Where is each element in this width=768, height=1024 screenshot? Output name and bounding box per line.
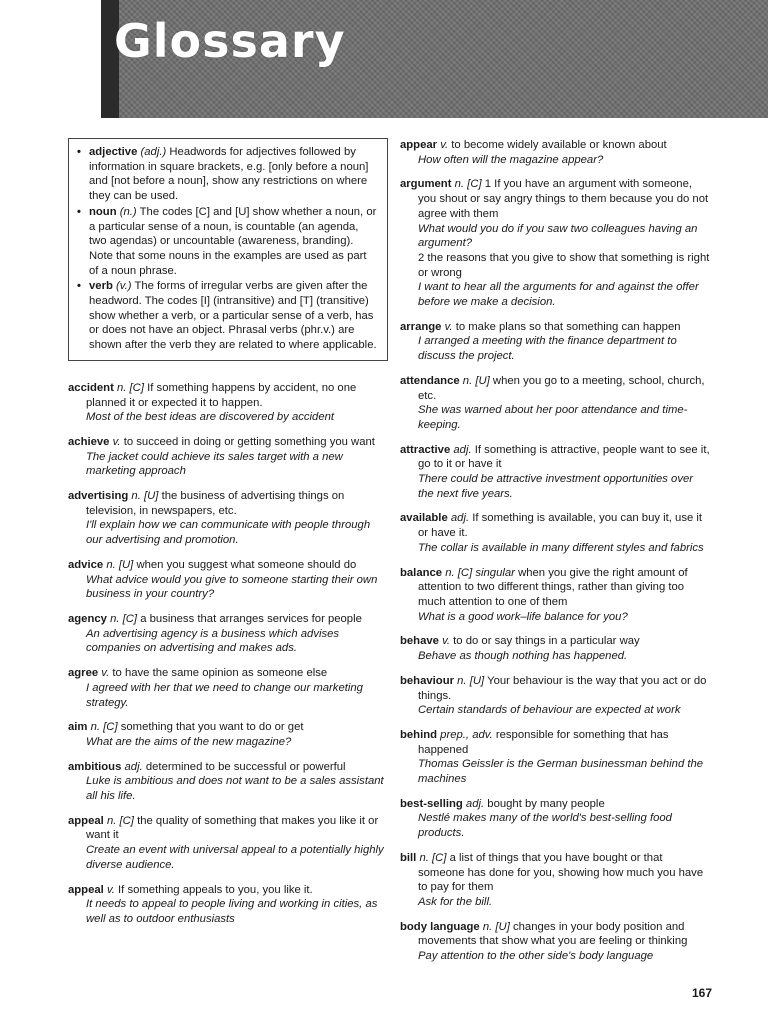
definition: to succeed in doing or getting something you want [123,435,375,448]
definition: If something is attractive, people want to see it, go to it or have it [418,443,710,471]
definition: something that you want to do or get [120,721,304,734]
glossary-entry [68,760,388,804]
entry-definition-line [68,760,388,775]
example-sentence: An advertising agency is a business which advises companies on advertising and makes ads. [86,627,340,655]
definition: to have the same opinion as someone else [112,667,328,680]
glossary-entry [68,666,388,710]
headword: balance [400,566,443,579]
definition-sense-2: 2 the reasons that you give to show that something is right or wrong [418,251,710,279]
part-of-speech: adj. [453,443,472,456]
note-item [77,279,379,353]
part-of-speech: v. [106,883,115,896]
part-of-speech: n. [U] [106,558,134,571]
entry-definition-line [400,920,710,949]
example-sentence: The jacket could achieve its sales target with a new marketing approach [86,450,343,478]
part-of-speech: n. [U] [457,674,485,687]
entry-definition-line [68,435,388,450]
part-of-speech: v. [440,139,449,151]
entry-definition-line [68,612,388,627]
example-sentence: There could be attractive investment opportunities over the next five years. [418,473,694,500]
part-of-speech: n. [U] [482,920,510,933]
right-column [400,138,710,974]
definition: Your behaviour is the way that you act or do things. [418,674,707,702]
entry-definition-line [68,883,388,898]
definition: responsible for something that has happened [418,728,669,756]
entry-definition-line [400,728,710,757]
example-sentence: She was warned about her poor attendance and time-keeping. [418,404,688,431]
example-sentence: What is a good work–life balance for you? [418,610,628,623]
headword: behave [400,635,439,648]
bullet-icon: • [77,146,81,158]
glossary-entry [68,558,388,602]
bullet-icon: • [77,205,81,218]
glossary-list-right [400,138,710,964]
entry-definition-line [68,381,388,410]
definition: when you give the right amount of attention to two different things, rather than giving too much attention to one of them [418,566,688,608]
headword: ambitious [68,760,122,773]
glossary-entry [68,381,388,425]
headword: behaviour [400,674,454,687]
note-pos: (v.) [116,280,132,293]
headword: advertising [68,490,129,503]
part-of-speech: prep., adv. [440,728,493,741]
part-of-speech: n. [C] [116,381,144,394]
entry-definition-line [68,720,388,735]
glossary-entry [400,797,710,841]
definition: a list of things that you have bought or that someone has done for you, showing how much you have to pay for them [418,851,704,894]
example-sentence: I'll explain how we can communicate with people through our advertising and promotion. [86,519,371,547]
definition: the business of advertising things on television, in newspapers, etc. [86,490,345,517]
note-term: verb [89,280,113,293]
headword: argument [400,178,452,191]
definition: determined to be successful or powerful [145,760,346,773]
glossary-entry [68,612,388,656]
headword: body language [400,920,480,933]
headword: aim [68,721,88,734]
example-sentence: I agreed with her that we need to change our marketing strategy. [86,681,363,709]
glossary-entry [400,511,710,555]
headword: available [400,512,448,525]
example-sentence: It needs to appeal to people living and working in cities, as well as to outdoor enthusiasts [86,898,378,925]
definition: 1 If you have an argument with someone, you shout or say angry things to them because you do not agree with them [418,178,709,220]
glossary-entry [400,920,710,964]
glossary-entry [400,634,710,663]
part-of-speech: v. [442,635,451,648]
example-sentence: Certain standards of behaviour are expected at work [418,704,681,717]
note-pos: (adj.) [140,146,167,158]
note-item [77,205,379,279]
entry-definition-line [400,851,710,895]
headword: bill [400,851,417,864]
headword: appeal [68,814,104,827]
entry-definition-line [400,674,710,703]
example-sentence: How often will the magazine appear? [418,153,604,166]
example-sentence: What are the aims of the new magazine? [86,735,292,748]
note-term: noun [89,205,117,218]
headword: agency [68,612,107,625]
entry-definition-line [68,814,388,843]
headword: behind [400,728,438,741]
definition: changes in your body position and movements that show what you are feeling or thinking [418,920,688,948]
entry-definition-line [400,177,710,221]
headword: best-selling [400,797,463,810]
glossary-entry [400,851,710,910]
part-of-speech: adj. [450,512,470,525]
example-sentence: The collar is available in many different styles and fabrics [418,541,704,554]
headword: appeal [68,883,104,896]
definition: to make plans so that something can happen [455,320,681,333]
left-column [68,138,388,937]
note-item [77,145,379,204]
bullet-icon: • [77,280,81,293]
headword: advice [68,558,104,571]
entry-definition-line [400,797,710,812]
headword: arrange [400,320,442,333]
example-sentence: Create an event with universal appeal to a potentially highly diverse audience. [86,844,384,871]
definition: to do or say things in a particular way [453,635,640,648]
entry-definition-line [400,374,710,403]
part-of-speech: v. [112,435,121,448]
headword: achieve [68,435,110,448]
part-of-speech: n. [U] [462,374,490,387]
example-sentence: What would you do if you saw two colleagues having an argument? [418,222,698,250]
note-text: The forms of irregular verbs are given after the headword. The codes [I] (intransitive) and [T] (transitive) show whether a verb, or a particular sense of a verb, has or does not have an object. Phrasal verbs (phr.v.) are shown after the verb they are related to where applicable. [89,280,377,352]
note-text: The codes [C] and [U] show whether a noun, or a particular sense of a noun, is countable (an agenda, two agendas) or uncountable (awareness, branding). Note that some nouns in the examples are used as part of a noun phrase. [89,205,377,277]
part-of-speech: n. [C] [419,851,447,864]
definition: the quality of something that makes you like it or want it [86,814,379,842]
page-number: 167 [691,986,712,1000]
note-pos: (n.) [119,205,137,218]
note-term: adjective [89,146,138,158]
headword: attendance [400,374,460,387]
glossary-entry [400,443,710,502]
example-sentence: Most of the best ideas are discovered by accident [86,411,335,424]
entry-definition-line [68,666,388,681]
entry-definition-line [400,443,710,472]
glossary-entry [400,566,710,625]
usage-notes-box [68,138,388,361]
glossary-entry [68,814,388,873]
example-sentence: What advice would you give to someone starting their own business in your country? [86,573,378,601]
entry-definition-line [400,634,710,649]
page-title: Glossary [114,14,346,68]
part-of-speech: v. [444,320,453,333]
glossary-entry [400,674,710,718]
entry-definition-line [400,320,710,335]
note-text: Headwords for adjectives followed by information in square brackets, e.g. [only before a noun] and [not before a noun], show any restrictions on where they can be used. [89,146,369,203]
part-of-speech: n. [C] [454,178,482,191]
headword: agree [68,667,99,680]
glossary-entry [400,320,710,364]
example-sentence: Behave as though nothing has happened. [418,650,628,663]
headword: attractive [400,443,451,456]
part-of-speech: n. [U] [131,490,159,503]
entry-definition-line [68,558,388,573]
entry-definition-line [68,489,388,518]
part-of-speech: n. [C] [90,721,118,734]
headword: accident [68,381,114,394]
headword: appear [400,139,438,151]
part-of-speech: n. [C] [106,814,134,827]
entry-definition-line [400,566,710,610]
glossary-entry [68,883,388,927]
example-sentence: Luke is ambitious and does not want to be a sales assistant all his life. [86,775,384,803]
glossary-entry [400,728,710,787]
definition: If something is available, you can buy it, use it or have it. [418,512,703,540]
part-of-speech: n. [C] singular [445,566,515,579]
example-sentence: Thomas Geissler is the German businessman behind the machines [418,758,704,786]
definition: a business that arranges services for people [140,612,362,625]
definition: bought by many people [487,797,605,810]
entry-definition-line [400,138,710,153]
glossary-entry [400,138,710,167]
example-sentence: I arranged a meeting with the finance department to discuss the project. [418,335,677,363]
definition: If something appeals to you, you like it. [118,883,313,896]
definition: when you suggest what someone should do [136,558,357,571]
definition: when you go to a meeting, school, church, etc. [418,374,705,402]
part-of-speech: n. [C] [110,612,138,625]
glossary-list-left [68,381,388,927]
glossary-entry [68,720,388,749]
part-of-speech: adj. [124,760,143,773]
entry-definition-line [400,511,710,540]
glossary-entry [400,177,710,309]
example-sentence: Ask for the bill. [418,895,493,908]
part-of-speech: adj. [465,797,485,810]
definition: to become widely available or known about [451,139,667,151]
glossary-entry [68,435,388,479]
example-sentence-2: I want to hear all the arguments for and against the offer before we make a decision. [418,281,699,309]
glossary-entry [68,489,388,548]
definition: If something happens by accident, no one planned it or expected it to happen. [86,381,357,409]
part-of-speech: v. [101,667,110,680]
example-sentence: Pay attention to the other side's body language [418,950,654,963]
glossary-entry [400,374,710,433]
example-sentence: Nestlé makes many of the world's best-selling food products. [418,812,672,840]
